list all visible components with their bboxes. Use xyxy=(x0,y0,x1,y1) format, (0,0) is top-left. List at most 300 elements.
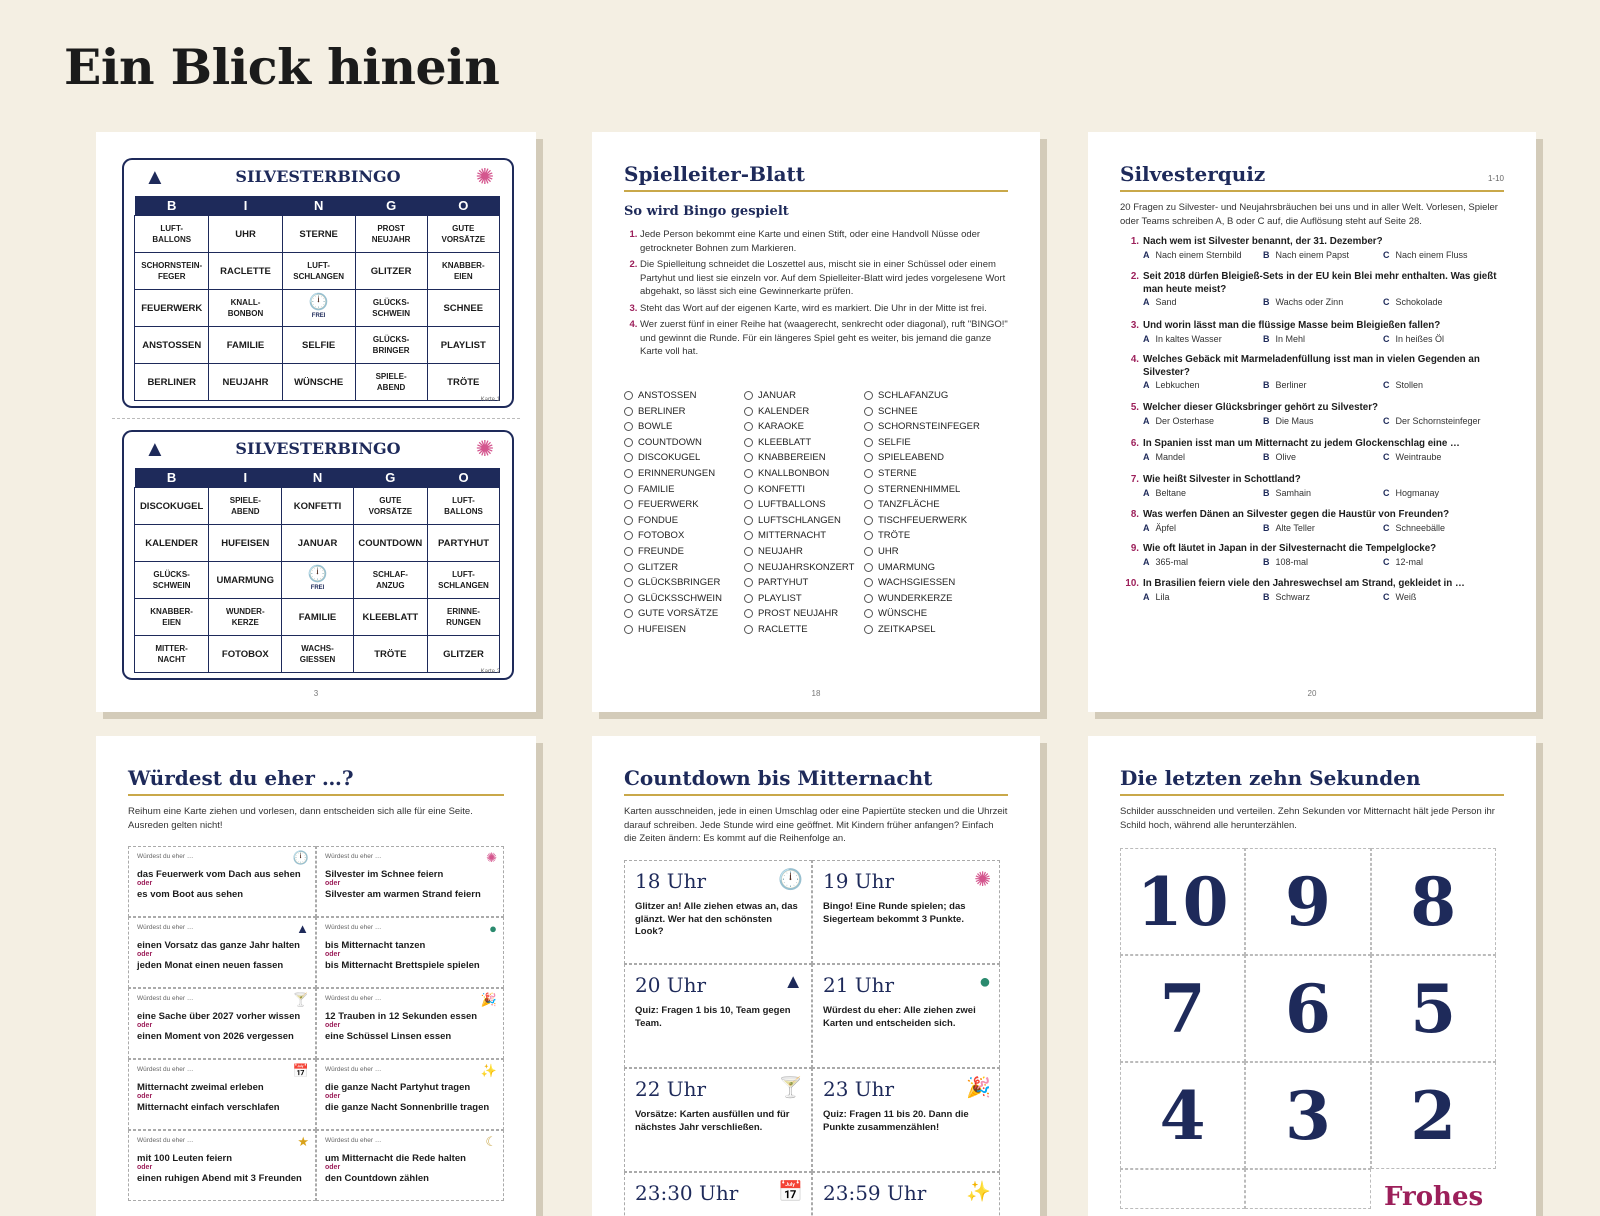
checklist-item xyxy=(624,404,744,420)
seconds-intro: Schilder ausschneiden und verteilen. Zehn Sekunden vor Mitternacht hält jede Person ihr Schild hoch, während alle herunterzählen. xyxy=(1120,806,1495,831)
checklist-item xyxy=(864,528,984,544)
oder-label: oder xyxy=(325,1093,341,1100)
instruction-step: 2. Die Spielleitung schneidet die Loszettel aus, mischt sie in einer Schüssel oder einem Partyhut und liest sie einzeln vor. Auf dem Spielleiter-Blatt wird jedes vorgelesene Wort abgehakt, so lässt sich eine Gewinnerkarte prüfen. xyxy=(640,258,1008,299)
answer-letter: B xyxy=(1263,380,1270,390)
answer-option: A 365-mal xyxy=(1143,556,1189,567)
bingo-cell: SCHORNSTEIN- FEGER xyxy=(135,253,209,290)
checklist-word: TANZFLÄCHE xyxy=(878,499,940,511)
instruction-step: 1. Jede Person bekommt eine Karte und einen Stift, oder eine Handvoll Nüsse oder getrockneter Bohnen zum Markieren. xyxy=(640,228,1008,255)
countdown-card xyxy=(624,860,812,964)
option-a: Silvester im Schnee feiern xyxy=(325,869,444,880)
card-time: 21 Uhr xyxy=(823,973,895,997)
checklist-word: GUTE VORSÄTZE xyxy=(638,608,719,620)
party-hat-icon: ▲ xyxy=(144,164,166,189)
answer-letter: B xyxy=(1263,297,1270,307)
rather-card xyxy=(128,1059,316,1130)
answer-options xyxy=(1120,488,1504,498)
checklist-item xyxy=(624,622,744,638)
checklist-item xyxy=(744,388,864,404)
checklist-word: JANUAR xyxy=(758,390,797,401)
checkbox-icon xyxy=(864,438,873,447)
oder-label: oder xyxy=(137,880,153,887)
checklist-item xyxy=(864,513,984,529)
bingo-row xyxy=(135,327,500,364)
free-space xyxy=(282,562,353,599)
checklist-item xyxy=(864,497,984,513)
option-a: bis Mitternacht tanzen xyxy=(325,940,426,951)
answer-letter: C xyxy=(1383,297,1390,307)
question-range: 1-10 xyxy=(1487,174,1504,183)
checklist-item xyxy=(624,591,744,607)
card-label: Würdest du eher … xyxy=(137,853,194,860)
bingo-cell: KALENDER xyxy=(135,525,209,562)
checklist-item xyxy=(864,466,984,482)
checklist-word: PARTYHUT xyxy=(758,577,809,589)
answer-option: B 108-mal xyxy=(1263,556,1309,567)
checklist-item xyxy=(624,513,744,529)
quiz-intro: 20 Fragen zu Silvester- und Neujahrsbräuchen bei uns und in aller Welt. Vorlesen, Spieler oder Teams schreiben A, B oder C auf, die Auflösung steht auf Seite 28. xyxy=(1120,202,1498,227)
checklist-item xyxy=(744,560,864,576)
question-number: 10. xyxy=(1125,578,1139,589)
party-hat-icon: ▲ xyxy=(144,436,166,461)
bingo-cell: KNABBER- EIEN xyxy=(427,253,499,290)
checkbox-icon xyxy=(744,407,753,416)
page-number: 3 xyxy=(313,689,319,698)
checklist-item xyxy=(864,622,984,638)
checkbox-icon xyxy=(864,563,873,572)
checklist-word: KNALLBONBON xyxy=(758,467,830,479)
rather-card xyxy=(128,988,316,1059)
answer-option: A Lebkuchen xyxy=(1143,380,1200,390)
checklist-word: HUFEISEN xyxy=(638,623,687,635)
rather-card xyxy=(128,1130,316,1201)
countdown-card xyxy=(624,1172,812,1216)
checklist-word: WUNDERKERZE xyxy=(878,592,953,604)
bingo-title: SILVESTERBINGO xyxy=(235,167,401,186)
answer-option: A Der Osterhase xyxy=(1143,415,1215,426)
option-a: mit 100 Leuten feiern xyxy=(137,1153,233,1164)
checkbox-icon xyxy=(744,531,753,540)
checklist-word: GLITZER xyxy=(638,561,679,573)
checklist-item xyxy=(624,560,744,576)
checkbox-icon xyxy=(864,516,873,525)
checklist-word: FREUNDE xyxy=(638,545,684,557)
rather-card-grid xyxy=(128,846,504,1201)
rather-card xyxy=(316,988,504,1059)
rather-card xyxy=(128,917,316,988)
answer-options xyxy=(1120,334,1504,344)
bingo-cell: BERLINER xyxy=(135,364,209,401)
checkbox-icon xyxy=(744,453,753,462)
option-b: es vom Boot aus sehen xyxy=(137,889,244,900)
checklist-item xyxy=(744,404,864,420)
card-icon: 📅 xyxy=(778,1181,803,1203)
rather-intro: Reihum eine Karte ziehen und vorlesen, dann entscheiden sich alle für eine Seite. Ausreden gelten nicht! xyxy=(128,806,473,831)
quiz-question xyxy=(1120,438,1504,462)
answer-option: A Beltane xyxy=(1143,487,1187,498)
free-space xyxy=(282,290,355,327)
free-label: FREI xyxy=(311,313,326,319)
clock-icon: 🕛 xyxy=(308,294,329,311)
bingo-title: SILVESTERBINGO xyxy=(235,439,401,458)
question-text: 3. Und worin lässt man die flüssige Masse beim Bleigießen fallen? xyxy=(1120,320,1504,333)
bingo-letter: O xyxy=(428,468,500,488)
answer-letter: A xyxy=(1143,556,1150,567)
option-b: Mitternacht einfach verschlafen xyxy=(137,1102,280,1113)
bingo-cell: KONFETTI xyxy=(282,488,353,525)
question-number: 7. xyxy=(1130,474,1139,485)
checkbox-icon xyxy=(624,469,633,478)
card-time: 23:59 Uhr xyxy=(823,1181,927,1205)
checklist-item xyxy=(744,622,864,638)
bingo-letter: G xyxy=(353,468,427,488)
oder-label: oder xyxy=(137,1022,153,1029)
checklist-item xyxy=(744,513,864,529)
rather-card xyxy=(316,846,504,917)
checklist-word: PLAYLIST xyxy=(758,592,802,604)
countdown-card xyxy=(812,860,1000,964)
checkbox-icon xyxy=(624,500,633,509)
answer-option: A Äpfel xyxy=(1143,522,1177,533)
partial-sign-text: Frohes xyxy=(1384,1182,1484,1212)
quiz-question xyxy=(1120,402,1504,426)
checklist-item xyxy=(624,435,744,451)
checkbox-icon xyxy=(624,625,633,634)
bingo-cell: FAMILIE xyxy=(209,327,282,364)
checklist-word: UMARMUNG xyxy=(878,561,935,573)
bingo-cell: SCHNEE xyxy=(427,290,499,327)
answer-option: C Nach einem Fluss xyxy=(1383,249,1468,260)
number-sign: 7 xyxy=(1120,955,1245,1062)
oder-label: oder xyxy=(137,951,153,958)
bingo-grid xyxy=(134,196,500,401)
checkbox-icon xyxy=(624,531,633,540)
question-number: 3. xyxy=(1130,320,1139,331)
page-heading: Ein Blick hinein xyxy=(64,38,500,96)
question-text: 10. In Brasilien feiern viele den Jahreswechsel am Strand, gekleidet in … xyxy=(1120,578,1504,591)
answer-options xyxy=(1120,523,1504,533)
answer-letter: B xyxy=(1263,556,1270,567)
countdown-card xyxy=(624,964,812,1068)
answer-option: C Stollen xyxy=(1383,380,1424,390)
card-task: Bingo! Eine Runde spielen; das Siegerteam bekommt 3 Punkte. xyxy=(823,901,966,925)
answer-option: A Sand xyxy=(1143,297,1177,307)
bingo-row xyxy=(135,525,500,562)
card-task: Würdest du eher: Alle ziehen zwei Karten und entscheiden sich. xyxy=(823,1005,976,1029)
checklist-word: COUNTDOWN xyxy=(638,436,702,448)
preview-page-countdown xyxy=(592,736,1040,1216)
checklist-item xyxy=(744,419,864,435)
checklist-word: GLÜCKSSCHWEIN xyxy=(638,592,722,604)
checklist-word: WACHSGIESSEN xyxy=(878,577,956,589)
card-time: 20 Uhr xyxy=(635,973,707,997)
card-icon: 📅 xyxy=(292,1063,309,1078)
checklist-word: KLEEBLATT xyxy=(758,436,812,448)
checklist-item xyxy=(624,419,744,435)
bingo-cell: GLÜCKS- SCHWEIN xyxy=(135,562,209,599)
checkbox-icon xyxy=(624,422,633,431)
option-b: einen ruhigen Abend mit 3 Freunden xyxy=(137,1173,302,1184)
checklist-word: ERINNERUNGEN xyxy=(638,467,716,479)
answer-options xyxy=(1120,297,1504,307)
answer-letter: A xyxy=(1143,415,1150,426)
bingo-row xyxy=(135,253,500,290)
bingo-cell: KLEEBLATT xyxy=(353,599,427,636)
number-sign: 6 xyxy=(1245,955,1370,1062)
checklist-word: TRÖTE xyxy=(878,530,911,542)
firework-icon: ✺ xyxy=(475,164,494,189)
answer-letter: C xyxy=(1383,249,1390,260)
answer-letter: B xyxy=(1263,249,1270,260)
answer-option: B Alte Teller xyxy=(1263,522,1315,533)
checkbox-icon xyxy=(624,578,633,587)
checklist-item xyxy=(864,419,984,435)
option-a: 12 Trauben in 12 Sekunden essen xyxy=(325,1011,478,1022)
card-label: Würdest du eher … xyxy=(137,995,194,1002)
bingo-cell: TRÖTE xyxy=(427,364,499,401)
quiz-question xyxy=(1120,354,1504,390)
bingo-letter: I xyxy=(209,196,282,216)
checklist-item xyxy=(864,544,984,560)
checkbox-icon xyxy=(624,547,633,556)
countdown-card xyxy=(624,1068,812,1172)
checklist-word: RACLETTE xyxy=(758,623,808,635)
bingo-header-row xyxy=(135,196,500,216)
bingo-row xyxy=(135,636,500,673)
checklist-word: KNABBEREIEN xyxy=(758,452,826,464)
answer-options xyxy=(1120,452,1504,462)
bingo-header-row xyxy=(135,468,500,488)
card-icon: ● xyxy=(978,971,991,993)
checkbox-icon xyxy=(744,609,753,618)
card-label: Würdest du eher … xyxy=(137,1066,194,1073)
bingo-cell: DISCOKUGEL xyxy=(135,488,209,525)
bingo-grid xyxy=(134,468,500,673)
checklist-word: NEUJAHR xyxy=(758,545,803,557)
checkbox-icon xyxy=(624,594,633,603)
checklist-word: SCHLAFANZUG xyxy=(878,390,949,401)
card-icon: ✺ xyxy=(486,850,497,865)
bingo-row xyxy=(135,216,500,253)
option-b: die ganze Nacht Sonnenbrille tragen xyxy=(325,1102,490,1113)
countdown-card xyxy=(812,1068,1000,1172)
checklist-word: STERNENHIMMEL xyxy=(878,483,961,495)
quiz-question xyxy=(1120,271,1504,307)
checklist-word: ZEITKAPSEL xyxy=(878,623,936,635)
answer-letter: A xyxy=(1143,297,1150,307)
checklist-item xyxy=(624,606,744,622)
card-icon: 🕛 xyxy=(292,850,309,865)
page-number: 20 xyxy=(1307,689,1317,698)
checkbox-icon xyxy=(864,453,873,462)
answer-letter: B xyxy=(1263,591,1270,602)
card-icon: ✨ xyxy=(966,1181,991,1203)
question-number: 6. xyxy=(1130,438,1139,449)
checkbox-icon xyxy=(744,516,753,525)
checkbox-icon xyxy=(744,563,753,572)
page-title: Spielleiter-Blatt xyxy=(624,162,806,186)
bingo-cell: LUFT- BALLONS xyxy=(428,488,500,525)
preview-page-leader xyxy=(592,132,1040,712)
card-icon: 🍸 xyxy=(778,1077,803,1099)
checklist-word: SELFIE xyxy=(878,436,911,448)
checklist-word: UHR xyxy=(878,545,899,557)
bingo-cell: MITTER- NACHT xyxy=(135,636,209,673)
answer-option: C In heißes Öl xyxy=(1383,333,1445,344)
bingo-card-2 xyxy=(122,430,514,680)
number-sign: 9 xyxy=(1245,848,1370,955)
checkbox-icon xyxy=(624,453,633,462)
section-subtitle: So wird Bingo gespielt xyxy=(624,204,789,219)
page-title: Würdest du eher …? xyxy=(128,766,354,790)
answer-letter: C xyxy=(1383,380,1390,390)
checklist-word: TISCHFEUERWERK xyxy=(878,514,968,526)
preview-page-seconds xyxy=(1088,736,1536,1216)
answer-letter: A xyxy=(1143,522,1150,533)
answer-letter: C xyxy=(1383,451,1390,462)
option-a: eine Sache über 2027 vorher wissen xyxy=(137,1011,301,1022)
free-label: FREI xyxy=(310,585,325,591)
number-sign xyxy=(1120,1169,1245,1209)
instruction-step: 3. Steht das Wort auf der eigenen Karte, wird es markiert. Die Uhr in der Mitte ist frei. xyxy=(640,302,1008,316)
card-icon: ★ xyxy=(297,1134,309,1149)
card-time: 22 Uhr xyxy=(635,1077,707,1101)
bingo-card-1 xyxy=(122,158,514,408)
checklist-item xyxy=(744,591,864,607)
oder-label: oder xyxy=(137,1093,153,1100)
checklist-word: SCHORNSTEINFEGER xyxy=(878,421,980,433)
checklist-word: FOTOBOX xyxy=(638,530,685,542)
bingo-cell: SPIELE- ABEND xyxy=(355,364,427,401)
bingo-cell: FOTOBOX xyxy=(209,636,282,673)
bingo-letter: B xyxy=(135,468,209,488)
answer-option: B Olive xyxy=(1263,451,1297,462)
card-label: Würdest du eher … xyxy=(325,924,382,931)
checklist-word: KONFETTI xyxy=(758,483,805,495)
answer-letter: C xyxy=(1383,487,1390,498)
bingo-row xyxy=(135,562,500,599)
answer-options xyxy=(1120,250,1504,260)
title-rule xyxy=(624,794,1008,796)
card-time: 23 Uhr xyxy=(823,1077,895,1101)
bingo-cell: ERINNE- RUNGEN xyxy=(428,599,500,636)
card-label: Würdest du eher … xyxy=(137,1137,194,1144)
checkbox-icon xyxy=(744,625,753,634)
bingo-cell: GLÜCKS- BRINGER xyxy=(355,327,427,364)
question-number: 5. xyxy=(1130,402,1139,413)
answer-option: C Weiß xyxy=(1383,591,1417,602)
card-label: Würdest du eher … xyxy=(325,995,382,1002)
quiz-question xyxy=(1120,236,1504,260)
answer-option: C 12-mal xyxy=(1383,556,1424,567)
card-label: Würdest du eher … xyxy=(325,1066,382,1073)
checklist-item xyxy=(864,560,984,576)
checklist-word: ANSTOSSEN xyxy=(638,390,697,401)
checklist-word: KARAOKE xyxy=(758,421,804,433)
checkbox-icon xyxy=(864,609,873,618)
bingo-cell: LUFT- SCHLANGEN xyxy=(282,253,355,290)
card-icon: 🎉 xyxy=(966,1077,991,1099)
checklist-word: FEUERWERK xyxy=(638,499,699,511)
bingo-cell: SCHLAF- ANZUG xyxy=(353,562,427,599)
answer-option: B Schwarz xyxy=(1263,591,1311,602)
answer-option: A In kaltes Wasser xyxy=(1143,333,1222,344)
card-icon: ☾ xyxy=(485,1134,497,1149)
checklist-word: GLÜCKSBRINGER xyxy=(638,577,721,589)
bingo-cell: PARTYHUT xyxy=(428,525,500,562)
checkbox-icon xyxy=(744,500,753,509)
checklist-item xyxy=(624,388,744,404)
bingo-letter: N xyxy=(282,468,353,488)
answer-option: C Weintraube xyxy=(1383,451,1442,462)
checklist-item xyxy=(624,450,744,466)
answer-letter: B xyxy=(1263,487,1270,498)
question-number: 8. xyxy=(1130,509,1139,520)
question-text: 6. In Spanien isst man um Mitternacht zu jedem Glockenschlag eine … xyxy=(1120,438,1504,451)
option-b: Silvester am warmen Strand feiern xyxy=(325,889,481,900)
option-b: bis Mitternacht Brettspiele spielen xyxy=(325,960,480,971)
checkbox-icon xyxy=(744,391,753,400)
checkbox-icon xyxy=(864,422,873,431)
checklist-word: SCHNEE xyxy=(878,405,918,417)
quiz-question xyxy=(1120,578,1504,602)
checkbox-icon xyxy=(864,485,873,494)
bingo-cell: KNABBER- EIEN xyxy=(135,599,209,636)
number-sign: 2 xyxy=(1371,1062,1496,1169)
checkbox-icon xyxy=(744,438,753,447)
checklist-word: LUFTBALLONS xyxy=(758,499,826,511)
number-sign: 10 xyxy=(1120,848,1245,955)
card-icon: ✺ xyxy=(974,869,991,891)
checklist-item xyxy=(744,544,864,560)
card-label: Karte 1 xyxy=(480,397,500,403)
page-title: Countdown bis Mitternacht xyxy=(624,766,933,790)
bingo-cell: TRÖTE xyxy=(353,636,427,673)
card-label: Würdest du eher … xyxy=(325,853,382,860)
answer-options xyxy=(1120,557,1504,567)
oder-label: oder xyxy=(325,880,341,887)
rather-card xyxy=(316,1059,504,1130)
bingo-cell: UHR xyxy=(209,216,282,253)
bingo-cell: ANSTOSSEN xyxy=(135,327,209,364)
bingo-cell: RACLETTE xyxy=(209,253,282,290)
bingo-letter: O xyxy=(427,196,499,216)
answer-letter: C xyxy=(1383,556,1390,567)
card-task: Vorsätze: Karten ausfüllen und für nächstes Jahr verschließen. xyxy=(635,1109,790,1133)
countdown-card-grid xyxy=(624,860,1000,1216)
question-text: 7. Wie heißt Silvester in Schottland? xyxy=(1120,474,1504,487)
bingo-cell: COUNTDOWN xyxy=(353,525,427,562)
number-sign: 8 xyxy=(1371,848,1496,955)
question-number: 2. xyxy=(1130,271,1139,282)
question-text: 8. Was werfen Dänen an Silvester gegen die Haustür von Freunden? xyxy=(1120,509,1504,522)
bingo-cell: GLÜCKS- SCHWEIN xyxy=(355,290,427,327)
option-b: jeden Monat einen neuen fassen xyxy=(137,960,284,971)
question-text: 2. Seit 2018 dürfen Bleigieß-Sets in der EU kein Blei mehr enthalten. Was gießt man heute meist? xyxy=(1120,271,1504,296)
question-number: 4. xyxy=(1130,354,1139,365)
checklist-item xyxy=(744,466,864,482)
checklist-word: BOWLE xyxy=(638,421,673,433)
checklist-item xyxy=(744,606,864,622)
checkbox-icon xyxy=(864,625,873,634)
answer-letter: B xyxy=(1263,333,1270,344)
word-column xyxy=(624,388,744,638)
preview-page-quiz xyxy=(1088,132,1536,712)
preview-page-rather xyxy=(96,736,536,1216)
option-a: Mitternacht zweimal erleben xyxy=(137,1082,264,1093)
checkbox-icon xyxy=(744,485,753,494)
answer-letter: A xyxy=(1143,487,1150,498)
